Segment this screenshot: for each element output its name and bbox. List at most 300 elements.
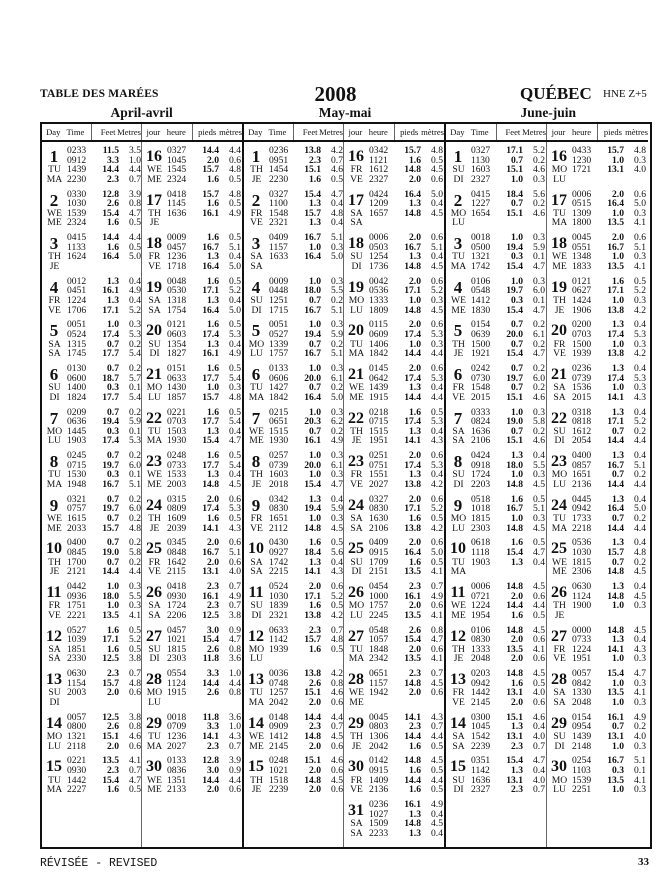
month-body xyxy=(42,142,242,847)
tide-time: 0618 xyxy=(471,537,491,549)
tide-time: 2151 xyxy=(369,566,389,578)
tide-time: 2321 xyxy=(269,217,289,229)
tide-height-metres: 0.8 xyxy=(431,624,443,636)
tide-height-feet: 1.6 xyxy=(107,217,119,229)
tide-list xyxy=(269,277,343,315)
weekday-fr: LU xyxy=(553,478,566,490)
weekday-fr: SA xyxy=(553,696,566,708)
tide-height-metres: 4.7 xyxy=(331,478,343,490)
tide-height-feet: 15.4 xyxy=(607,668,624,680)
weekday-en: SA xyxy=(250,556,263,568)
tide-height-feet: 1.6 xyxy=(309,537,321,549)
tide-height-metres: 0.4 xyxy=(533,764,545,776)
day-number: 21 xyxy=(348,365,364,383)
day-entry xyxy=(244,538,343,582)
day-number: 26 xyxy=(348,583,364,601)
tide-height-metres: 4.9 xyxy=(229,207,241,219)
day-entry xyxy=(142,233,242,277)
day-number: 18 xyxy=(146,235,162,253)
tide-height-feet: 19.7 xyxy=(102,459,119,471)
tide-height-metres: 5.1 xyxy=(634,755,646,767)
day-number: 13 xyxy=(450,671,466,689)
tide-height-feet: 1.6 xyxy=(511,537,523,549)
tide-time: 0703 xyxy=(572,328,592,340)
weekday-fr: ME xyxy=(249,740,264,752)
tide-time: 0633 xyxy=(269,624,289,636)
tide-row xyxy=(269,306,343,316)
tide-height-metres: 4.7 xyxy=(331,188,343,200)
tide-list xyxy=(167,146,241,184)
column-header-row xyxy=(446,124,648,142)
tide-height-metres: 0.7 xyxy=(331,624,343,636)
tide-height-metres: 0.7 xyxy=(331,721,343,733)
tide-time: 2115 xyxy=(167,566,186,578)
tide-height-feet: 14.8 xyxy=(304,730,321,742)
tide-row xyxy=(269,611,343,621)
tide-height-feet: 17.4 xyxy=(607,328,624,340)
tide-time: 2003 xyxy=(67,687,87,699)
tide-time: 1757 xyxy=(369,600,389,612)
tide-row xyxy=(167,567,241,577)
day-number: 28 xyxy=(348,671,364,689)
weekday-fr: MA xyxy=(46,478,63,490)
tide-time: 2218 xyxy=(572,522,592,534)
tide-height-metres: 4.9 xyxy=(634,711,646,723)
weekday-en: SA xyxy=(250,251,263,263)
tide-height-metres: 0.6 xyxy=(431,275,443,287)
tide-height-feet: 1.0 xyxy=(309,450,321,462)
tide-time: 2148 xyxy=(572,740,592,752)
tide-time: 1939 xyxy=(572,348,592,360)
day-number: 3 xyxy=(453,234,463,254)
day-column-1-15 xyxy=(42,142,142,847)
tide-height-metres: 4.0 xyxy=(229,566,241,578)
tide-height-metres: 0.2 xyxy=(331,338,343,350)
tide-time: 1657 xyxy=(369,207,389,219)
day-entry xyxy=(446,495,546,539)
tide-height-metres: 0.3 xyxy=(533,173,545,185)
tide-height-feet: 1.6 xyxy=(107,241,119,253)
tide-height-feet: 17.1 xyxy=(404,503,421,515)
tide-height-feet: 1.6 xyxy=(309,173,321,185)
tide-height-feet: 16.4 xyxy=(404,188,421,200)
tide-time: 1142 xyxy=(471,764,490,776)
tide-height-feet: 1.6 xyxy=(207,450,219,462)
tide-height-metres: 5.2 xyxy=(229,285,241,297)
tide-height-feet: 1.3 xyxy=(612,634,624,646)
tide-height-feet: 0.7 xyxy=(511,362,523,374)
day-entry xyxy=(42,495,141,539)
tide-time: 1318 xyxy=(167,294,187,306)
tide-height-metres: 0.5 xyxy=(229,198,241,210)
tide-height-metres: 4.1 xyxy=(533,643,545,655)
tide-row xyxy=(369,742,443,752)
tide-height-feet: 2.0 xyxy=(309,784,321,796)
tide-time: 0148 xyxy=(269,711,289,723)
column-header-left xyxy=(244,124,344,140)
tide-list xyxy=(67,364,141,402)
tide-list xyxy=(471,146,545,184)
day-entry xyxy=(42,190,141,234)
month-block xyxy=(446,124,648,847)
day-entry xyxy=(42,408,141,452)
tide-time: 2054 xyxy=(572,435,592,447)
tide-time: 0051 xyxy=(269,319,289,331)
tide-time: 0733 xyxy=(167,459,187,471)
tide-height-metres: 0.3 xyxy=(431,294,443,306)
tide-height-feet: 14.4 xyxy=(202,145,219,156)
day-entry xyxy=(344,451,444,495)
tide-height-feet: 1.3 xyxy=(409,382,421,394)
tide-time: 1257 xyxy=(269,687,289,699)
tide-height-metres: 0.2 xyxy=(533,319,545,331)
day-entry xyxy=(142,626,242,670)
tide-time: 1030 xyxy=(269,590,289,602)
tide-list xyxy=(67,626,141,664)
day-number: 4 xyxy=(49,277,59,297)
tide-time: 0221 xyxy=(67,755,87,767)
day-entry xyxy=(547,451,648,495)
tide-time: 0715 xyxy=(369,416,389,428)
day-entry xyxy=(244,364,343,408)
tide-height-metres: 0.5 xyxy=(431,556,443,568)
tide-height-feet: 2.3 xyxy=(409,721,421,733)
day-number: 23 xyxy=(348,453,364,471)
tide-height-metres: 0.1 xyxy=(533,294,545,306)
tide-time: 1848 xyxy=(369,643,389,655)
day-entry xyxy=(42,538,141,582)
tide-height-feet: 2.0 xyxy=(511,590,523,602)
tide-height-metres: 0.2 xyxy=(533,154,545,166)
tide-time: 1227 xyxy=(471,198,491,210)
weekday-en: FR xyxy=(48,294,61,306)
tide-row xyxy=(572,567,646,577)
tide-row xyxy=(269,698,343,708)
tide-time: 0915 xyxy=(369,764,389,776)
tide-time: 1706 xyxy=(67,304,87,316)
tide-height-metres: 0.4 xyxy=(229,425,241,437)
tide-row xyxy=(67,349,141,359)
tide-height-metres: 5.0 xyxy=(431,188,443,200)
tide-height-feet: 17.7 xyxy=(202,416,219,428)
day-entry xyxy=(446,669,546,713)
tide-height-feet: 14.8 xyxy=(506,668,523,680)
tide-height-feet: 14.8 xyxy=(506,478,523,490)
tide-time: 0006 xyxy=(471,580,491,592)
header-feet: Feet xyxy=(302,127,318,137)
tide-list xyxy=(67,320,141,358)
tide-height-metres: 5.5 xyxy=(533,459,545,471)
tide-height-feet: 17.1 xyxy=(102,304,119,316)
month-body xyxy=(244,142,444,847)
day-entry xyxy=(446,713,546,757)
tide-height-feet: 17.1 xyxy=(202,285,219,297)
tide-list xyxy=(167,320,241,358)
day-number: 6 xyxy=(49,364,59,384)
tide-time: 1548 xyxy=(471,382,491,394)
column-header-right xyxy=(547,124,648,140)
tide-height-feet: 1.6 xyxy=(511,493,523,505)
tide-height-feet: 1.6 xyxy=(409,764,421,776)
tide-time: 1751 xyxy=(67,600,87,612)
tide-list xyxy=(369,451,443,489)
tide-height-feet: 15.4 xyxy=(506,260,523,272)
day-number: 19 xyxy=(348,278,364,296)
station-name: QUÉBEC xyxy=(520,84,592,103)
tide-height-metres: 0.2 xyxy=(634,512,646,524)
weekday-en: SU xyxy=(452,774,465,786)
tide-height-metres: 5.3 xyxy=(229,503,241,515)
weekday-fr: MA xyxy=(551,522,568,534)
tide-height-metres: 0.5 xyxy=(129,643,141,655)
tide-height-metres: 0.3 xyxy=(634,784,646,796)
tide-time: 1536 xyxy=(572,382,592,394)
tide-list xyxy=(67,713,141,751)
tide-height-metres: 4.4 xyxy=(431,391,443,403)
day-entry xyxy=(446,756,546,800)
tide-height-metres: 0.5 xyxy=(431,154,443,166)
tide-height-feet: 14.8 xyxy=(404,260,421,272)
tide-time: 1700 xyxy=(67,556,87,568)
tide-height-metres: 0.6 xyxy=(431,232,443,244)
tide-height-metres: 4.6 xyxy=(533,164,545,176)
tide-height-metres: 4.6 xyxy=(331,755,343,767)
tide-height-feet: 17.4 xyxy=(404,416,421,428)
tide-height-feet: 0.7 xyxy=(107,338,119,350)
tide-time: 0942 xyxy=(572,503,592,515)
weekday-fr: MA xyxy=(450,566,467,578)
tide-height-feet: 15.7 xyxy=(607,546,624,558)
tide-height-metres: 4.2 xyxy=(634,348,646,360)
tide-time: 0154 xyxy=(572,711,592,723)
tide-height-feet: 14.8 xyxy=(404,677,421,689)
tide-height-feet: 1.3 xyxy=(409,251,421,263)
tide-height-feet: 15.1 xyxy=(102,730,119,742)
tide-time: 2027 xyxy=(167,740,187,752)
weekday-en: FR xyxy=(553,643,566,655)
tide-time: 1815 xyxy=(471,512,491,524)
day-entry xyxy=(547,713,648,757)
day-entry xyxy=(142,364,242,408)
tide-row xyxy=(471,349,545,359)
tide-list xyxy=(572,408,646,446)
tide-time: 2215 xyxy=(269,566,289,578)
tide-height-feet: 19.4 xyxy=(102,416,119,428)
tide-row xyxy=(167,262,241,272)
tide-height-feet: 1.3 xyxy=(207,294,219,306)
day-number: 3 xyxy=(251,234,261,254)
tide-height-feet: 15.7 xyxy=(304,634,321,646)
tide-time: 0818 xyxy=(572,416,592,428)
weekday-en: SU xyxy=(553,730,566,742)
tide-time: 0757 xyxy=(67,503,87,515)
tide-height-metres: 0.7 xyxy=(129,173,141,185)
tide-height-metres: 0.6 xyxy=(229,493,241,505)
weekday-fr: SA xyxy=(553,391,566,403)
tide-height-feet: 13.1 xyxy=(607,164,624,176)
tide-height-metres: 4.6 xyxy=(533,207,545,219)
tide-time: 1400 xyxy=(67,382,87,394)
tide-time: 0848 xyxy=(167,546,187,558)
tide-time: 0942 xyxy=(471,677,491,689)
tide-height-feet: 1.6 xyxy=(409,512,421,524)
tide-height-feet: 18.0 xyxy=(102,590,119,602)
tide-height-metres: 5.4 xyxy=(129,348,141,360)
day-entry xyxy=(344,408,444,452)
tide-time: 2145 xyxy=(471,696,491,708)
tide-row xyxy=(471,393,545,403)
tide-row xyxy=(167,688,241,698)
tide-time: 1721 xyxy=(572,164,592,176)
weekday-fr: JE xyxy=(49,566,60,578)
tide-time: 0524 xyxy=(269,580,289,592)
tide-height-metres: 0.6 xyxy=(533,634,545,646)
tide-height-feet: 13.5 xyxy=(607,687,624,699)
tide-height-metres: 3.9 xyxy=(229,755,241,767)
tide-time: 0424 xyxy=(369,188,389,200)
tide-height-metres: 0.3 xyxy=(331,512,343,524)
tide-time: 1224 xyxy=(572,643,592,655)
weekday-en: MO xyxy=(450,512,467,524)
tide-height-metres: 0.1 xyxy=(533,251,545,263)
tide-list xyxy=(67,233,141,262)
tide-time: 2342 xyxy=(369,653,389,665)
tide-height-feet: 2.0 xyxy=(309,580,321,592)
tide-list xyxy=(471,408,545,446)
tide-time: 1542 xyxy=(471,730,491,742)
tide-height-metres: 4.6 xyxy=(533,711,545,723)
day-entry xyxy=(142,190,242,234)
tide-height-metres: 0.4 xyxy=(331,217,343,229)
weekday-en: WE xyxy=(249,425,264,437)
tide-table xyxy=(40,122,652,849)
tide-time: 2121 xyxy=(67,566,87,578)
header-day: jour xyxy=(146,127,161,137)
column-header-row xyxy=(244,124,444,142)
tide-time: 1603 xyxy=(471,164,491,176)
tide-height-metres: 0.6 xyxy=(431,537,443,549)
weekday-fr: VE xyxy=(250,217,263,229)
tide-time: 1409 xyxy=(369,774,389,786)
tide-height-feet: 0.7 xyxy=(612,512,624,524)
tide-height-metres: 0.6 xyxy=(533,590,545,602)
weekday-en: FR xyxy=(452,382,465,394)
tide-height-feet: 2.0 xyxy=(107,740,119,752)
tide-time: 1500 xyxy=(471,338,491,350)
tide-row xyxy=(67,480,141,490)
weekday-fr: VE xyxy=(553,653,566,665)
tide-height-metres: 4.8 xyxy=(229,391,241,403)
tide-height-metres: 0.3 xyxy=(634,294,646,306)
tide-list xyxy=(471,756,545,794)
tide-height-metres: 0.3 xyxy=(331,450,343,462)
tide-time: 1630 xyxy=(369,512,389,524)
weekday-fr: MA xyxy=(146,740,163,752)
tide-height-feet: 16.1 xyxy=(404,590,421,602)
tide-time: 1427 xyxy=(269,382,289,394)
day-number: 10 xyxy=(450,540,466,558)
tide-time: 0930 xyxy=(167,590,187,602)
tide-height-feet: 1.3 xyxy=(511,556,523,568)
tide-height-feet: 2.0 xyxy=(309,696,321,708)
tide-list xyxy=(167,408,241,446)
tide-time: 1412 xyxy=(471,294,491,306)
tide-time: 1100 xyxy=(269,198,288,210)
header-metres: Metres xyxy=(522,127,546,137)
tide-time: 1424 xyxy=(572,294,592,306)
tide-time: 1948 xyxy=(67,478,87,490)
tide-time: 1354 xyxy=(167,338,187,350)
day-number: 23 xyxy=(551,453,567,471)
tide-time: 1351 xyxy=(167,774,187,786)
tide-height-feet: 17.4 xyxy=(404,328,421,340)
tide-height-feet: 1.3 xyxy=(309,217,321,229)
tide-time: 0048 xyxy=(167,275,187,287)
tide-list xyxy=(269,408,343,446)
tide-list xyxy=(269,626,343,655)
day-entry xyxy=(446,451,546,495)
tide-height-feet: 0.7 xyxy=(107,362,119,374)
weekday-en: TH xyxy=(148,207,161,219)
day-entry xyxy=(142,538,242,582)
weekday-en: MO xyxy=(450,207,467,219)
tide-time: 1509 xyxy=(369,818,389,830)
weekday-fr: VE xyxy=(452,696,465,708)
day-number: 15 xyxy=(46,758,62,776)
tide-time: 0009 xyxy=(269,275,289,287)
tide-time: 2106 xyxy=(471,435,491,447)
tide-time: 0609 xyxy=(369,328,389,340)
day-number: 30 xyxy=(348,758,364,776)
weekday-en: SU xyxy=(452,164,465,176)
tide-height-metres: 5.7 xyxy=(129,372,141,384)
tide-height-metres: 6.1 xyxy=(331,459,343,471)
tide-height-feet: 0.7 xyxy=(612,425,624,437)
tide-time: 0000 xyxy=(572,624,592,636)
tide-height-feet: 1.6 xyxy=(207,232,219,244)
weekday-fr: MA xyxy=(146,435,163,447)
day-entry xyxy=(142,713,242,757)
tide-row xyxy=(369,524,443,534)
tide-height-metres: 0.4 xyxy=(229,251,241,263)
tide-height-feet: 1.6 xyxy=(207,319,219,331)
tide-time: 0215 xyxy=(269,406,289,418)
tide-height-feet: 1.3 xyxy=(309,556,321,568)
tide-time: 1906 xyxy=(572,304,592,316)
weekday-fr: ME xyxy=(349,696,364,708)
tide-height-metres: 3.9 xyxy=(129,188,141,200)
tide-height-metres: 0.6 xyxy=(331,580,343,592)
day-entry xyxy=(446,320,546,364)
tide-time: 1518 xyxy=(269,774,289,786)
day-entry xyxy=(142,146,242,190)
tide-time: 0257 xyxy=(269,450,289,462)
tide-height-metres: 0.3 xyxy=(634,251,646,263)
weekday-en: WE xyxy=(552,556,567,568)
tide-height-feet: 1.6 xyxy=(309,600,321,612)
tide-list xyxy=(369,320,443,358)
day-number: 4 xyxy=(453,277,463,297)
tide-time: 1021 xyxy=(167,634,187,646)
tide-height-metres: 4.4 xyxy=(229,677,241,689)
day-entry xyxy=(446,146,546,190)
tide-time: 0151 xyxy=(167,362,187,374)
tide-height-feet: 1.6 xyxy=(207,275,219,287)
weekday-en: TH xyxy=(452,643,465,655)
tide-list xyxy=(572,495,646,533)
tide-time: 1830 xyxy=(471,304,491,316)
day-entry xyxy=(142,320,242,364)
